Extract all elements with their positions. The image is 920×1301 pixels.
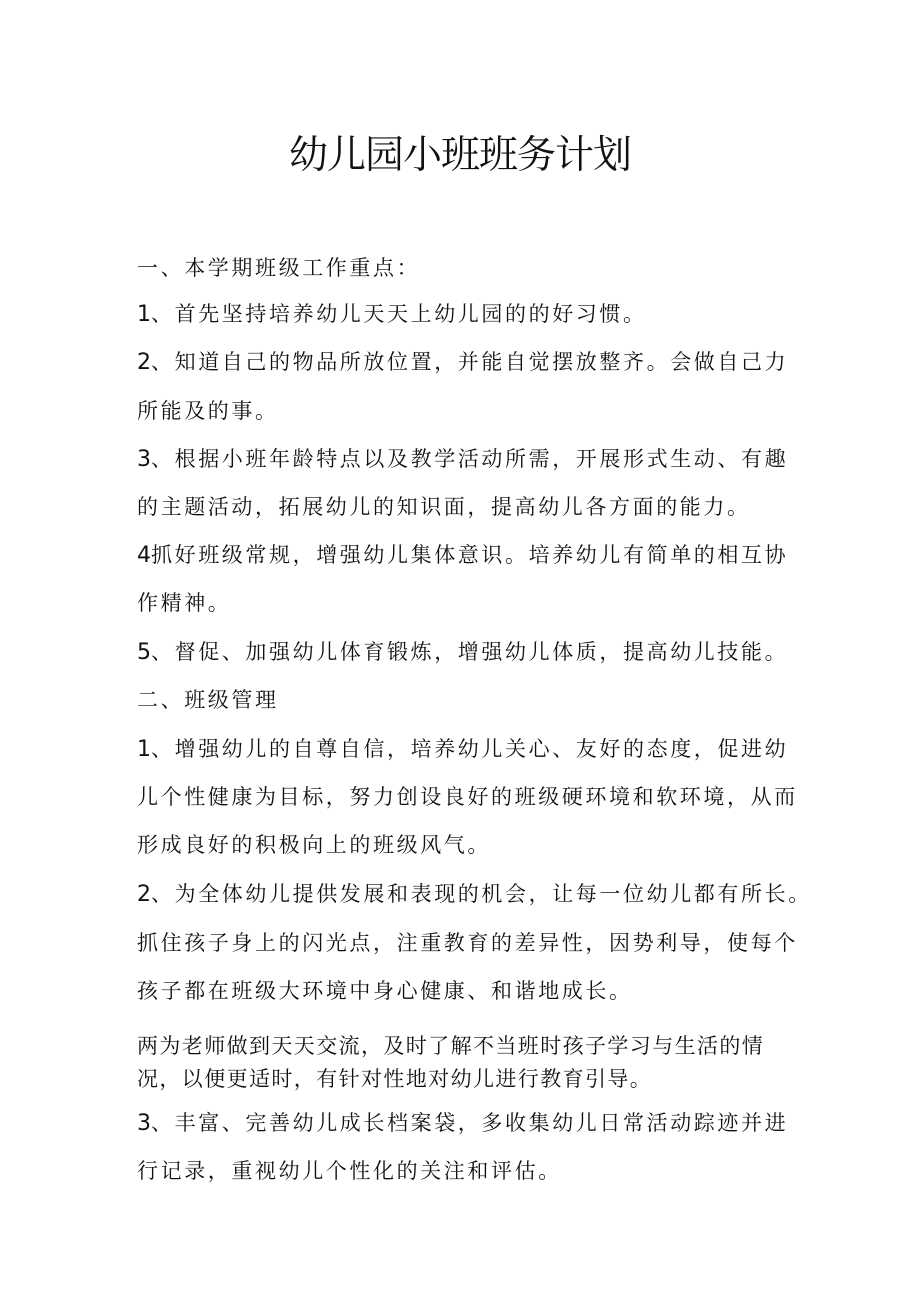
line-text: 行记录，重视幼儿个性化的关注和评估。 xyxy=(137,1159,562,1183)
paragraph-line xyxy=(137,299,647,330)
line-text: 、督促、加强幼儿体育锻炼，增强幼儿体质，提高幼儿技能。 xyxy=(151,640,789,664)
line-text: 儿个性健康为目标，努力创设良好的班级硬环境和软环境，从而 xyxy=(137,785,798,809)
paragraph-line xyxy=(137,830,491,861)
line-text: 况，以便更适时，有针对性地对幼儿进行教育引导。 xyxy=(137,1067,653,1091)
line-text: 所能及的事。 xyxy=(137,399,279,423)
paragraph-line xyxy=(137,1064,652,1095)
item-number: 5 xyxy=(137,640,151,665)
line-text: 、增强幼儿的自尊自信，培养幼儿关心、友好的态度，促进幼 xyxy=(151,737,789,761)
item-number: 3 xyxy=(137,447,151,472)
line-text: 孩子都在班级大环境中身心健康、和谐地成长。 xyxy=(137,979,633,1003)
line-text: 、为全体幼儿提供发展和表现的机会，让每一位幼儿都有所长。 xyxy=(151,882,812,906)
item-number: 1 xyxy=(137,737,151,762)
paragraph-line xyxy=(137,782,798,813)
paragraph-line xyxy=(137,540,788,571)
item-number: 2 xyxy=(137,350,151,375)
line-text: 、知道自己的物品所放位置，并能自觉摆放整齐。会做自己力 xyxy=(151,350,789,374)
line-text: 抓好班级常规，增强幼儿集体意识。培养幼儿有简单的相互协 xyxy=(151,543,789,567)
line-text: 、根据小班年龄特点以及教学活动所需，开展形式生动、有趣 xyxy=(151,447,789,471)
item-number: 4 xyxy=(137,543,151,568)
paragraph-line xyxy=(137,928,798,959)
paragraph-line xyxy=(137,492,751,523)
line-text: 、丰富、完善幼儿成长档案袋，多收集幼儿日常活动踪迹并进 xyxy=(151,1111,789,1135)
paragraph-line xyxy=(137,396,279,427)
line-text: 作精神。 xyxy=(137,591,232,615)
paragraph-line xyxy=(137,976,633,1007)
line-text: 的主题活动，拓展幼儿的知识面，提高幼儿各方面的能力。 xyxy=(137,495,751,519)
item-number: 3 xyxy=(137,1111,151,1136)
item-number: 1 xyxy=(137,302,151,327)
paragraph-line xyxy=(137,1156,562,1187)
paragraph-line xyxy=(137,637,788,668)
line-text: 形成良好的积极向上的班级风气。 xyxy=(137,833,491,857)
paragraph-line xyxy=(137,588,231,619)
line-text: 两为老师做到天天交流，及时了解不当班时孩子学习与生活的情 xyxy=(137,1034,765,1058)
document-title: 幼儿园小班班务计划 xyxy=(288,133,631,178)
paragraph-line xyxy=(137,1031,764,1062)
paragraph-line xyxy=(137,347,788,378)
item-number: 2 xyxy=(137,882,151,907)
line-text: 二、班级管理 xyxy=(137,688,279,712)
section-heading-2 xyxy=(137,685,279,716)
section-heading-1 xyxy=(137,253,420,284)
line-text: 、首先坚持培养幼儿天天上幼儿园的的好习惯。 xyxy=(151,302,647,326)
paragraph-line xyxy=(137,444,788,475)
line-text: 抓住孩子身上的闪光点，注重教育的差异性，因势利导，使每个 xyxy=(137,931,798,955)
paragraph-line xyxy=(137,1108,788,1139)
paragraph-line xyxy=(137,879,812,910)
paragraph-line xyxy=(137,734,788,765)
line-text: 一、本学期班级工作重点： xyxy=(137,256,421,280)
